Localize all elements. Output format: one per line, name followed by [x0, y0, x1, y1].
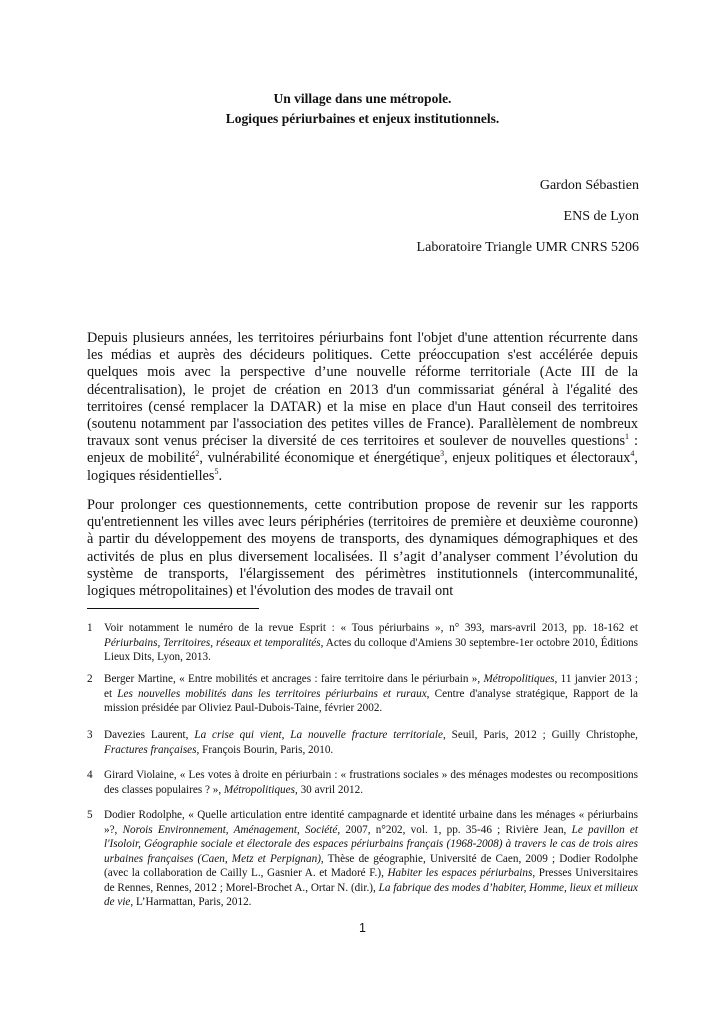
body-paragraph-2: Pour prolonger ces questionnements, cette contribution propose de revenir sur les rapports qu'entretiennent les villes avec leurs périphéries (territoires de première et deuxième couronne) à partir du développement des moyens de transports, des dynamiques démographiques et des activités de plus en plus diversement localisées. Il s’agit d’analyser comment l’évolution du système de transports, l'élargissement des périmètres institutionnels (intercommunalité, logiques métropolitaines) et l'évolution des modes de travail ont [87, 497, 638, 600]
footnote-ref-5: 5 [214, 466, 219, 476]
footnote-4 [87, 768, 638, 797]
footnote-ref-3: 3 [440, 449, 445, 459]
body-paragraph-1 [87, 330, 638, 485]
footnote-number: 2 [87, 673, 93, 685]
paragraph1-text-b: : enjeux de mobilité [87, 433, 639, 467]
paragraph1-text-c: , vulnérabilité économique et énergétique [199, 450, 441, 467]
footnote-number: 3 [87, 729, 93, 741]
footnote-2 [87, 672, 638, 716]
footnote-3 [87, 728, 638, 757]
footnote-number: 4 [87, 769, 93, 781]
footnote-text: Berger Martine, « Entre mobilités et ancrages : faire territoire dans le périurbain », Métropolitiques, 11 janvier 2013 ; et Les nouvelles mobilités dans les territoires périurbains et ruraux, Centre d'analyse stratégique, Rapport de la mission présidée par Oliviez Paul-Dubois-Taine, février 2002. [104, 673, 639, 714]
paragraph1-text-f: . [218, 467, 223, 484]
footnote-text: Dodier Rodolphe, « Quelle articulation entre identité campagnarde et identité urbaine dans les ménages « périurbains »?, Norois Environnement, Aménagement, Société, 2007, n°202, vol. 1, pp. 35-46 ; Rivière Jean, Le pavillon et l'Isoloir, Géographie sociale et électorale des espaces périurbains français (1968-2008) à travers le cas de trois aires urbaines françaises (Caen, Metz et Perpignan), Thèse de géographie, Université de Caen, 2009 ; Dodier Rodolphe (avec la collaboration de Cailly L., Gasnier A. et Madoré F.), Habiter les espaces périurbains, Presses Universitaires de Rennes, Rennes, 2012 ; Morel-Brochet A., Ortar N. (dir.), La fabrique des modes d’habiter, Homme, lieux et milieux de vie, L’Harmattan, Paris, 2012. [104, 809, 638, 908]
paragraph1-text-e: , logiques résidentielles [87, 450, 638, 484]
paragraph1-text-a: Depuis plusieurs années, les territoires périurbains font l'objet d'une attention récurrente dans les médias et auprès des décideurs politiques. Cette préoccupation s'est accélérée depuis quelques mois avec la perspective d’une nouvelle réforme territoriale (Acte III de la décentralisation), le projet de création en 2013 d'un commissariat général à l'égalité des territoires (censé remplacer la DATAR) et la mise en place d'un Haut conseil des territoires (soutenu notamment par l'association des petites villes de France). Parallèlement de nombreux travaux sont venus préciser la diversité de ces territoires et soulever de nouvelles questions [87, 330, 638, 450]
footnote-ref-1: 1 [625, 432, 630, 442]
footnote-number: 1 [87, 622, 93, 634]
author-institution: ENS de Lyon [563, 209, 639, 224]
author-name: Gardon Sébastien [539, 178, 639, 193]
footnote-text: Voir notamment le numéro de la revue Esprit : « Tous périurbains », n° 393, mars-avril 2013, pp. 18-162 et Périurbains, Territoires, réseaux et temporalités, Actes du colloque d'Amiens 30 septembre-1er octobre 2010, Éditions Lieux Dits, Lyon, 2013. [104, 622, 638, 663]
footnote-text: Girard Violaine, « Les votes à droite en périurbain : « frustrations sociales » des ménages modestes ou recompositions des classes populaires ? », Métropolitiques, 30 avril 2012. [104, 769, 638, 796]
footnote-separator [87, 608, 259, 609]
footnote-ref-2: 2 [195, 449, 200, 459]
paragraph1-text-d: , enjeux politiques et électoraux [444, 450, 631, 467]
title-line-1: Un village dans une métropole. [273, 91, 452, 106]
footnote-text: Davezies Laurent, La crise qui vient, La nouvelle fracture territoriale, Seuil, Paris, 2012 ; Guilly Christophe, Fractures françaises, François Bourin, Paris, 2010. [104, 729, 638, 756]
footnote-5 [87, 808, 638, 910]
footnote-1 [87, 621, 638, 665]
page-number: 1 [359, 921, 366, 935]
footnote-ref-4: 4 [630, 449, 635, 459]
author-lab: Laboratoire Triangle UMR CNRS 5206 [416, 240, 639, 255]
title-line-2: Logiques périurbaines et enjeux institutionnels. [225, 111, 500, 126]
footnote-number: 5 [87, 809, 93, 821]
